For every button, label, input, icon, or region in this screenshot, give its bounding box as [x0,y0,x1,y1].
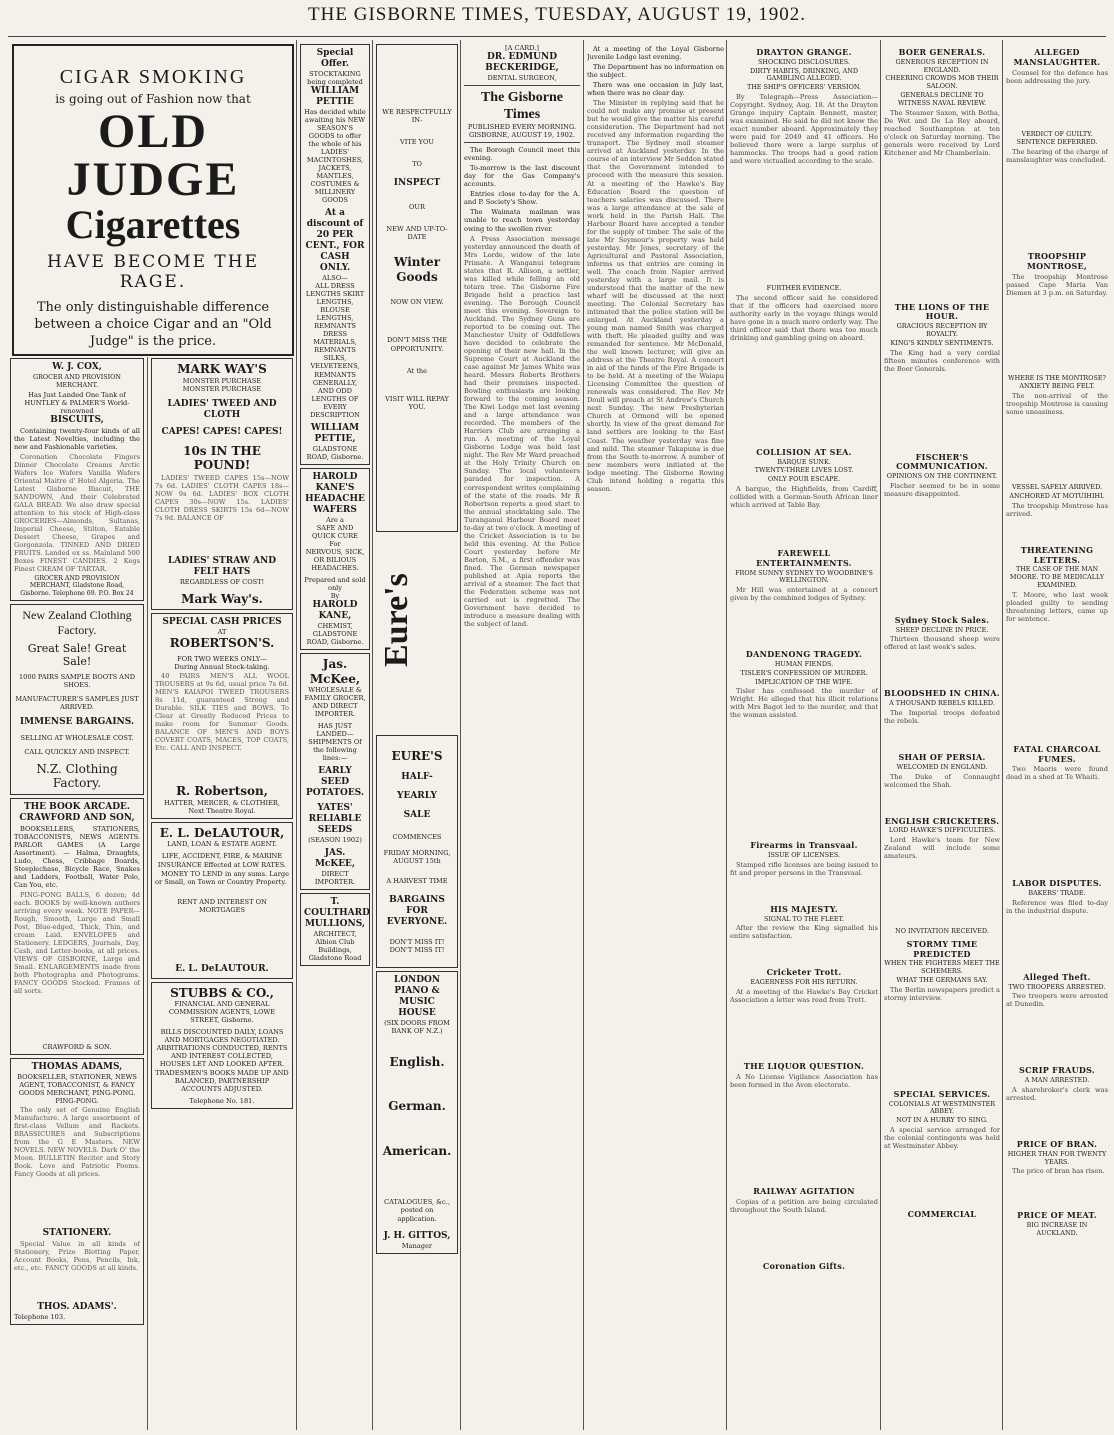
ad-title: JAS. McKEE, [314,848,356,870]
ad-text: HATTER, MERCER, & CLOTHIER, Next Theatre Royal. [163,798,280,815]
ad-text-filler: 40 PAIRS MEN'S ALL WOOL TROUSERS at 9s 6d, usual price 7s 6d. MEN'S KAIAPOI TWEED TROUSERS 8s 11d, guaranteed Strong and Durable. SILK TIES and BOWS. To Clear at Greatly Reduced Prices to make room for Summer Goods. BALANCE OF MEN'S AND BOYS COVERT COATS, MACES, TOP COATS, Etc. CALL AND INSPECT. [155,672,289,753]
ad-text: WHOLESALE & FAMILY GROCER, AND DIRECT IMPORTER. [304,686,366,719]
ad-title: J. H. GITTOS, [383,1230,451,1241]
news-subheading: A MAN ARRESTED. [1024,1076,1090,1085]
ad-title: CRAWFORD AND SON, [19,812,135,823]
ad-text: At a discount of 20 PER CENT., FOR CASH ONLY. [305,208,365,274]
ad-title: THE BOOK ARCADE. [23,801,130,812]
ad-title: E. L. DeLAUTOUR, [159,825,285,840]
news-filler: A barque, the Highfields, from Cardiff, collided with a German-South African liner which arrived at Table Bay. [730,485,878,510]
dentist-sub: DENTAL SURGEON, [487,73,557,82]
ad-text: BILLS DISCOUNTED DAILY, LOANS AND MORTGAGES NEGOTIATED. ARBITRATIONS CONDUCTED, RENTS AND INTEREST COLLECTED, HOUSES LET AND LOOKED AFTER. TRADESMEN'S BOOKS MADE UP AND BALANCED, PARTNERSHIP ACCOUNTS ADJUSTED. [155,1028,289,1093]
news-filler: The troopship Montrose has arrived. [1006,501,1108,518]
news-heading: SHAH OF PERSIA. [898,752,986,762]
news-subheading: SHOCKING DISCLOSURES. [758,57,850,66]
ad-text: CRAWFORD & SON. [42,1043,112,1052]
news-subheading: IMPLICATION OF THE WIFE. [755,677,853,686]
news-heading: TROOPSHIP MONTROSE, [1026,251,1088,271]
ad-text: EARLY SEED POTATOES. [305,766,364,799]
news-heading: SPECIAL SERVICES. [893,1088,991,1099]
news-subheading: HUMAN FIENDS. [774,659,834,668]
ad-title: LONDON PIANO & MUSIC HOUSE [393,974,441,1018]
news-subheading: WELCOMED IN ENGLAND. [896,762,988,771]
news-heading: DRAYTON GRANGE. [756,47,852,57]
column-rule [1002,40,1003,1430]
column-5 [464,44,580,1430]
news-heading: Firearms in Transvaal. [750,840,858,851]
ad-text: 10s IN THE POUND! [183,443,261,473]
news-filler: A No License Vigilance Association has been formed in the Avon electorate. [730,1072,878,1089]
news-subheading: WHEN THE FIGHTERS MEET THE SCHEMERS. [884,959,1000,976]
ad-text: A HARVEST TIME [386,876,448,885]
column-rule [726,40,727,1430]
news-heading: Cricketer Trott. [766,967,842,978]
news-filler: At a meeting of the Hawke's Bay Cricket Association a letter was read from Trott. [730,988,878,1005]
news-subheading: HIGHER THAN FOR TWENTY YEARS. [1007,1149,1107,1166]
ad-text: LADIES' TWEED AND CLOTH [167,398,277,420]
news-subheading: KING'S KINDLY SENTIMENTS. [890,338,994,347]
ad-text: SAFE AND QUICK CURE [311,523,358,540]
ad-title: BISCUITS, [50,414,104,425]
ad-title: Jas. McKee, [309,656,361,686]
ad-title: New Zealand Clothing Factory. [22,608,132,638]
kane-ad [300,468,370,650]
news-heading: LABOR DISPUTES. [1012,878,1102,889]
news-filler: By Telegraph—Press Association—Copyright. Sydney, Aug. 18. At the Drayton Grange inquiry Captain Bennett, master, was examined. He said he did not know the exact number aboard. Approximately they were paid for 2049 and 41 officers. He believed there were a large surplus of hammocks. The troops had a good ration and were victualled according to the scale. [730,93,878,166]
news-subheading: ANCHORED AT MOTUIHIHI. [1009,492,1105,501]
ad-text: LAND, LOAN & ESTATE AGENT. [167,840,277,849]
news-filler: T. Moore, who last week pleaded guilty to sending threatening letters, came up for sentence. [1006,590,1108,623]
date-line: GISBORNE, AUGUST 19, 1902. [468,131,576,140]
ad-title: HAROLD KANE, [312,599,358,621]
ad-text: 1000 PAIRS SAMPLE BOOTS AND SHOES. [18,672,135,689]
news-subheading: GENEROUS RECEPTION IN ENGLAND. [895,57,989,74]
news-filler: Counsel for the defence has been addressing the jury. [1006,68,1108,85]
ad-title: BARGAINS FOR EVERYONE. [386,894,448,927]
ad-text: FINANCIAL AND GENERAL COMMISSION AGENTS, LOWE STREET, Gisborne. [168,1000,276,1025]
ad-text: FRIDAY MORNING, AUGUST 15th [383,848,451,865]
ad-title: HAROLD KANE'S [312,471,358,493]
ad-text: COMMENCES [392,832,442,841]
ad-title: German. [388,1099,446,1114]
ad-text: OUR [409,203,425,212]
ad-text: CHEMIST, GLADSTONE ROAD, Gisborne. [306,621,364,646]
robertson-ad [151,613,293,818]
news-filler: The King had a very cordial fifteen minutes conference with the Boer Generals. [884,348,1000,373]
news-subheading: CHEERING CROWDS MOB THEIR SALOON. [885,74,999,91]
ad-text: HAS JUST LANDED— SHIPMENTS Of the following lines:— [308,722,362,763]
column-6 [587,44,724,1430]
news-heading: PRICE OF MEAT. [1017,1210,1097,1221]
news-filler: Tisler has confessed the murder of Wright. He alleged that his illicit relations with Mrs Bagot led to the murder, and that the woman assisted. [730,687,878,720]
ad-title: MARK WAY'S [177,362,267,376]
news-filler: Fischer seemed to be in some measure disappointed. [884,481,1000,498]
news-paragraph: At a meeting of the Loyal Gisborne Juvenile Lodge last evening. [587,45,724,62]
news-subheading: SIGNAL TO THE FLEET. [764,914,844,923]
news-filler: The second officer said he considered that if the officers had exercised more authority early in the voyage things would have gone in a much more orderly way. The third officer said that there was too much drinking and gambling going on aboard. [730,293,878,342]
ad-text: IMMENSE BARGAINS. [19,716,135,727]
ad-title: THOS. ADAMS'. [37,1302,117,1313]
news-subheading: WHAT THE GERMANS SAY. [896,976,988,985]
ad-text: REGARDLESS OF COST! [179,577,265,586]
news-paragraph: There was one occasion in July last, when there was no clear day. [587,81,724,98]
ad-text: Has Just Landed One Tank of HUNTLEY & PALMER'S World-renowned [24,390,130,415]
ad-title: STUBBS & CO., [170,985,274,1000]
column-rule [880,40,881,1430]
news-filler: The Berlin newspapers predict a stormy interview. [884,985,1000,1002]
news-paragraph: The Waimata mailman was unable to reach town yesterday owing to the swollen river. [464,208,580,233]
news-filler: Stamped rifle licenses are being issued to fit and proper persons in the Transvaal. [730,860,878,877]
ad-text: GROCER AND PROVISION MERCHANT, Gladstone Road, Gisborne. Telephone 69. P.O. Box 24 [20,574,134,597]
old-judge-cigarettes-ad [12,44,294,356]
ad-title: Great Sale! Great Sale! [27,641,127,669]
news-subheading: NO INVITATION RECEIVED. [895,927,989,936]
ad-title: T. COULTHARD MULLIONS, [304,897,370,930]
ad-line: The only distinguishable difference between a choice Cigar and an "Old Judge" is the price. [34,300,272,349]
eures-vertical-logo: Eure's [378,573,415,667]
ad-text: Albion Club Buildings, Gladstone Road [308,938,362,963]
ad-text: (SIX DOORS FROM BANK OF N.Z.) [384,1018,450,1035]
ad-text: YATES' RELIABLE SEEDS [308,803,362,836]
ad-text-filler: Coronation Chocolate Fingers Dinner Chocolate Creams Arctic Wafers Ice Wafers Vanilla Wafers Oriental Maitre d' Hotel Algeria. The Latest Gisborne Biscuit, THE SANDOWN, And their Celebrated GALA BREAD. We also draw special attention to his stock of High-class GROCERIES—Almonds, Sultanas, Imperial Cheese, Stilton, Eatable Dessert Cheese, Grapes and Gorgonzola. TINNED AND DRIED FRUITS. Landed ex ss. Mainland 500 Boxes FINEST CANDIES. 2 Kegs Finest CREAM OF TARTAR. [14,452,140,573]
book-arcade-ad [10,798,144,1055]
column-3 [300,44,370,1430]
ad-text: RENT AND INTEREST ON MORTGAGES [177,897,267,914]
column-rule [460,40,461,1430]
ad-text: AT [217,628,227,637]
news-subheading: ANXIETY BEING FELT. [1019,382,1095,391]
cox-ad [10,358,144,601]
ad-text: Telephone No. 181. [189,1096,255,1105]
ad-title: WILLIAM PETTIE, [310,422,360,444]
news-heading: FATAL CHARCOAL FUMES. [1013,743,1101,764]
ad-text: CALL QUICKLY AND INSPECT. [24,747,130,756]
ad-text: HALF- [401,771,433,782]
ad-title: R. Robertson, [176,784,268,799]
ad-text: Are a [326,515,344,524]
card-label: [A CARD.] [505,44,539,52]
ad-text: BOOKSELLERS, STATIONERS, TOBACCONISTS, NEWS AGENTS. PARLOR GAMES (A Large Assortment). — Halma, Draughts, Ludo, Chess, Cribbage Boards, Steeplechase, Bicycle Race, Snakes and Ladders, Football, Water Polo, Can You, etc. [14,824,140,890]
news-subheading: WHERE IS THE MONTROSE? [1008,373,1106,382]
ad-title: Mark Way's. [181,591,263,606]
news-heading: DANDENONG TRAGEDY. [745,649,863,660]
news-filler: The non-arrival of the troopship Montrose is causing some uneasiness. [1006,392,1108,417]
ad-text: NERVOUS, SICK, OR BILIOUS [305,547,365,564]
news-filler: Reference was filed to-day in the industrial dispute. [1006,898,1108,915]
ad-text: DON'T MISS IT! DON'T MISS IT! [389,937,445,954]
ad-subtitle: GROCER AND PROVISION MERCHANT. [32,372,122,389]
news-heading: FISCHER'S COMMUNICATION. [896,451,988,472]
ad-title: WILLIAM PETTIE [310,86,360,107]
ad-title: SPECIAL CASH PRICES [162,617,282,628]
ad-text: NEW AND UP-TO-DATE [386,225,448,242]
ad-text-filler: PING-PONG BALLS, 6 dozen; 4d each. BOOKS by well-known authors arriving every week. NOTE PAPER—Rough, Smooth, Large and Small Post, Blue-edged, Thick, Thin, and cream Laid. ENVELOPES and Stationery. LEDGERS, Journals, Day, Cash, and Letter-books, at all prices. VIEWS OF GISBORNE, Large and Small. ENLARGEMENTS made from both Photographs and Photograms. FANCY GOODS Stocked. Frames of all sorts. [14,891,140,996]
ad-title: HEADACHE WAFERS [305,493,365,515]
london-piano-ad [376,971,458,1254]
ad-title: Winter Goods [393,255,441,284]
news-subheading: ONLY FOUR ESCAPE. [767,475,841,484]
news-filler: The Steamer Saxon, with Botha, De Wet and De La Rey aboard, reached Southampton at ten o'clock on Saturday morning. The generals were received by Lord Kitchener and Mr Chamberlain. [884,108,1000,157]
ad-text: During Annual Stock-taking. [174,663,270,672]
news-subheading: LORD HAWKE'S DIFFICULTIES. [888,826,996,835]
column-9 [1006,44,1108,1430]
news-subheading: COLONIALS AT WESTMINSTER ABBEY. [888,1099,996,1116]
news-heading: THE LIQUOR QUESTION. [743,1061,865,1071]
news-heading: STORMY TIME PREDICTED [906,938,978,959]
news-subheading: NOT IN A HURRY TO SING. [896,1116,988,1125]
news-subheading: TWO TROOPERS ARRESTED. [1008,982,1106,991]
news-heading: FAREWELL ENTERTAINMENTS. [756,548,852,568]
ad-text: WE RESPECTFULLY IN- [382,108,452,125]
ad-text: MONSTER PURCHASE [182,384,262,393]
ad-text: At the [406,366,428,375]
ad-text: By [330,591,340,600]
ad-text: Telephone 103. [14,1313,66,1322]
ad-text: FOR TWO WEEKS ONLY— [177,655,267,664]
coulthard-ad [300,893,370,966]
ad-text: Containing twenty-four kinds of all the Latest Novelties, including the new and Fashionable varieties. [14,426,140,451]
news-subheading: GRACIOUS RECEPTION BY ROYALTY. [896,322,988,338]
ad-title: INSPECT [393,178,441,189]
ad-text: ARCHITECT, [313,930,357,939]
news-heading: THE LIONS OF THE HOUR. [894,301,990,322]
ad-title: English. [389,1054,445,1069]
news-subheading: OPINIONS ON THE CONTINENT. [886,472,998,481]
column-1 [10,358,144,1430]
ad-text: MONEY TO LEND in any sums. Large or Small, on Town or Country Property. [155,869,289,886]
ad-text: NOW ON VIEW. [390,298,444,307]
news-subheading: A THOUSAND REBELS KILLED. [889,699,995,708]
ad-text: Manager [401,1241,433,1250]
news-filler: The hearing of the charge of manslaughter was concluded. [1006,148,1108,165]
dentist-title: DR. EDMUND BECKERIDGE, [485,52,559,73]
news-subheading: VERDICT OF GUILTY. [1021,129,1093,138]
news-subheading: TISLER'S CONFESSION OF MURDER. [740,668,868,677]
news-filler: A sharebroker's clerk was arrested. [1006,1086,1108,1103]
ad-text: GLADSTONE ROAD, Gisborne. [306,444,364,461]
ad-title: American. [382,1143,452,1158]
ad-spacer [155,914,289,964]
news-subheading: VESSEL SAFELY ARRIVED. [1011,483,1102,492]
news-filler: The Imperial troops defeated the rebels. [884,709,1000,726]
mark-way-ad [151,358,293,610]
divider [464,85,580,86]
ad-text: ALSO— [322,274,348,283]
ad-text: ALL DRESS LENGTHS SKIRT LENGTHS, BLOUSE LENGTHS, REMNANTS DRESS MATERIALS, REMNANTS SILKS, VELVETEENS, REMNANTS GENERALLY, AND ODD LENGTHS OF EVERY DESCRIPTION [305,282,365,419]
news-heading: COMMERCIAL [907,1209,977,1220]
news-subheading: ISSUE OF LICENSES. [767,851,841,860]
news-subheading: BARQUE SUNK. [777,457,831,466]
ad-text: MANUFACTURER'S SAMPLES JUST ARRIVED. [15,694,139,711]
ad-text-filler: Special Value in all kinds of Stationery, Prize Blotting Paper, Account Books, Pens, Pencils, Ink, etc., etc. FANCY GOODS at all kinds. [14,1240,140,1273]
news-subheading: SENTENCE DEFERRED. [1016,138,1098,147]
ad-text: SALE [403,809,431,820]
news-subheading: THE SHIP'S OFFICERS' VERSION. [746,83,862,92]
column-rule [372,40,373,1430]
news-filler: Copies of a petition are being circulated throughout the South Island. [730,1197,878,1214]
news-filler: A special service arranged for the colonial contingents was held at Westminster Abbey. [884,1126,1000,1151]
news-filler: Mr Hill was entertained at a concert given by the combined lodges of Sydney. [730,586,878,603]
ad-text: Prepared and sold only [304,575,366,592]
masthead-rule [8,36,1106,37]
nz-clothing-ad [10,604,144,794]
ad-text: MONSTER PURCHASE [182,376,262,385]
news-paragraph: Entries close to-day for the A. and P. Society's Show. [464,190,580,207]
ad-title: ROBERTSON'S. [169,636,275,651]
news-heading: ALLEGED MANSLAUGHTER. [1013,47,1101,67]
ad-line: HAVE BECOME THE RAGE. [47,252,259,292]
column-4 [376,44,458,1430]
ad-text: VISIT WILL REPAY YOU. [385,394,449,411]
pettie-ad [300,44,370,465]
news-heading: SCRIP FRAUDS. [1019,1065,1095,1076]
ad-title: THOMAS ADAMS, [31,1062,123,1073]
news-subheading: THE CASE OF THE MAN MOORE. TO BE MEDICALLY EXAMINED. [1009,565,1105,589]
ad-line: is going out of Fashion now that [55,92,251,106]
news-heading: BLOODSHED IN CHINA. [884,688,1000,699]
ad-title: EURE'S [391,749,443,763]
news-subheading: FROM SUNNY SYDNEY TO WOODBINE'S WELLINGTON. [735,568,873,585]
news-filler: Lord Hawke's team for New Zealand will include some amateurs. [884,836,1000,861]
ad-text: CAPES! CAPES! CAPES! [161,426,283,437]
masthead: THE GISBORNE TIMES, TUESDAY, AUGUST 19, 1902. [308,4,806,25]
ad-text-filler: LADIES' TWEED CAPES 15s—NOW 7s 6d. LADIES' CLOTH CAPES 18s—NOW 9s 6d. LADIES' BOX CLOTH CAPES 30s—NOW 15s. LADIES' CLOTH DRESS SKIRTS 15s 6d—NOW 7s 9d. BALANCE OF [155,473,289,522]
ad-text: HEADACHES. [311,563,359,572]
news-filler: The troopship Montrose passed Cape Maria Van Diemen at 3 p.m. on Saturday. [1006,272,1108,297]
news-subheading: GENERALS DECLINE TO WITNESS NAVAL REVIEW. [897,91,986,107]
news-paragraph: To-morrow is the last discount day for the Gas Company's accounts. [464,164,580,189]
ad-text: LADIES' STRAW AND FELT HATS [167,555,277,577]
column-rule [147,357,148,1430]
news-subheading: DIRTY HABITS, DRINKING, AND GAMBLING ALLEGED. [750,66,858,83]
news-filler: After the review the King signalled his entire satisfaction. [730,924,878,941]
news-filler: Two troopers were arrested at Dunedin. [1006,992,1108,1009]
news-heading: THREATENING LETTERS. [1020,544,1094,565]
ad-text: YEARLY [397,790,437,801]
divider [464,142,580,143]
news-filler: Thirteen thousand sheep were offered at last week's sales. [884,635,1000,652]
ad-text: DON'T MISS THE OPPORTUNITY. [386,336,448,353]
delautour-ad [151,822,293,979]
ad-line: CIGAR SMOKING [59,66,247,88]
news-subheading: TWENTY-THREE LIVES LOST. [754,466,854,475]
news-subheading: BIG INCREASE IN AUCKLAND. [1026,1221,1088,1237]
news-heading: PRICE OF BRAN. [1016,1139,1098,1149]
eures-sale-ad [376,735,458,968]
column-2 [151,358,293,1430]
ad-headline: Cigarettes [65,202,241,247]
winter-goods-ad [376,44,458,532]
ad-text: STOCKTAKING being completed [307,69,363,86]
news-subheading: SHEEP DECLINE IN PRICE. [895,625,989,634]
news-heading: BOER GENERALS. [898,47,986,57]
mckee-ad [300,653,370,890]
column-rule [583,40,584,1430]
news-heading: HIS MAJESTY. [770,903,838,914]
news-filler: The price of bran has risen. [1012,1167,1105,1176]
ad-text: LIFE, ACCIDENT, FIRE, & MARINE INSURANCE Effected at LOW RATES. [157,852,287,869]
news-filler: The Minister in replying said that he could not make any promise at present but he would give the matter his careful consideration. The Department had not received any information regarding the transport. The Sydney mail steamer arrived at Auckland yesterday. In the course of an interview Mr Seddon stated that the Government intended to proceed with the measure this session. At a meeting of the Hawke's Bay Education Board the question of teachers salaries was discussed. There was a large attendance at the sale of work held in the Parish Hall. The Harbour Board have accepted a tender for the supply of timber. The sale of the late Mr Seymour's property was held yesterday. Mr Jones, secretary of the Agricultural and Pastoral Association, informs us that entries are coming in well. The coach from Napier arrived yesterday with a large mail. It is understood that the matter of the new wharf will be discussed at the next meeting. The Colonial Secretary has intimated that the police station will be enlarged. At Auckland yesterday a young man named Smith was charged with theft. He pleaded guilty and was remanded for sentence. Mr McDonald, the well known lecturer, will give an address at the Theatre Royal. A concert in aid of the funds of the Fire Brigade is to be held. At a meeting of the Waiapu Licensing Committee the question of renewals was considered. The Rev Mr Doull will preach at St Andrew's Church next Sunday. The new Presbyterian Church at Ormond will be opened shortly. In view of the great demand for land settlers are looking to the East Coast. The weather yesterday was fine and mild. The steamer Takapuna is due from the South to-morrow. A number of new members were initiated at the lodge meeting. The Gisborne Rowing Club intend holding a regatta this season. [587,99,724,493]
ad-text: VITE YOU [400,138,434,147]
ad-title: STATIONERY. [42,1228,112,1239]
published-line: PUBLISHED EVERY MORNING. [467,123,577,132]
news-heading: RAILWAY AGITATION [753,1185,855,1196]
ad-title: E. L. DeLAUTOUR. [175,963,269,974]
ad-title: Special Offer. [316,48,354,69]
news-subheading: EAGERNESS FOR HIS RETURN. [750,978,858,987]
ad-title: N.Z. Clothing Factory. [36,761,118,791]
column-7 [730,44,878,1430]
news-heading: ENGLISH CRICKETERS. [884,815,1000,826]
ad-title: W. J. COX, [52,362,102,372]
news-heading: COLLISION AT SEA. [756,446,852,457]
news-filler: The Duke of Connaught welcomed the Shah. [884,772,1000,789]
ad-text: CATALOGUES, &c., posted on application. [384,1198,450,1223]
paper-title: The Gisborne Times [480,90,564,123]
ad-text: TO [412,160,422,169]
column-rule [296,40,297,1430]
news-subheading: BAKERS' TRADE. [1028,889,1086,898]
ad-headline: OLD JUDGE [66,105,240,206]
stubbs-ad [151,982,293,1109]
column-8 [884,44,1000,1430]
ad-text-filler: The only set of Genuine English Manufacture. A large assortment of first-class Vellum and Rackets. BRASSICURES and Subscriptions from the G E Masters. NEW NOVELS. NEW NOVELS. Dark O' the Moon. BULLETIN Reciter and Story Book. Love and Patriotic Poems. Fancy Goods at all prices. [14,1106,140,1179]
news-heading: Alleged Theft. [1023,971,1091,982]
ad-text: SELLING AT WHOLESALE COST. [20,733,134,742]
ad-text: BOOKSELLER, STATIONER, NEWS AGENT, TOBACCONIST, & FANCY GOODS MERCHANT, PING-PONG. PING-PONG. [17,1073,137,1106]
thomas-adams-ad [10,1058,144,1325]
ad-text: For [329,539,341,548]
news-filler: A Press Association message yesterday announced the death of Mrs Lorde, widow of the late Primate. A Wanganui telegram states that R. Allison, a settler, was killed while felling an old totara tree. The Gisborne Fire Brigade held a practice last evening. The Borough Council meet this evening. Sovereign to Auckland. The Sydney Guns are reported to be coming out. The Manchester Unity of Oddfellows have decided to celebrate the opening of their new hall. In the Supreme Court at Auckland the case against Mr James White was heard. Messrs Roberts Brothers had their premises inspected. Bowling enthusiasts are looking forward to the coming season. The Kiwi Lodge met last evening and a large attendance was recorded. The members of the Harriers Club are arranging a run. A meeting of the Loyal Gisborne Lodge was held last night. The Rev Mr Ward preached at the Holy Trinity Church on Sunday. The local volunteers paraded for inspection. A correspondent writes complaining of the state of the roads. Mr R Robertson reports a good start to the annual stocktaking sale. The Turanganui Harbour Board meet to-day at two o'clock. A meeting of the Cricket Association is to be held this evening. At the Police Court yesterday before Mr Barton, S.M., a first offender was fined. The German newspaper published at Apia reports the arrival of a steamer. The fact that the Federation scheme was not carried out is regretted. The Government have decided to introduce a measure dealing with the subject of land. [464,234,580,629]
news-filler: Two Maoris were found dead in a shed at Te Whaiti. [1006,765,1108,782]
news-subheading: FURTHER EVIDENCE. [766,284,842,292]
ad-text: (SEASON 1902) [308,836,362,845]
news-paragraph: The Department has no information on the subject. [587,63,724,80]
news-heading: Coronation Gifts. [762,1260,846,1271]
news-paragraph: The Borough Council meet this evening. [464,146,580,163]
ad-text: Has decided while awaiting his NEW SEASON'S GOODS to offer the whole of his LADIES' MACINTOSHES, JACKETS, MANTLES, COSTUMES & MILLINERY GOODS [304,107,366,205]
news-heading: Sydney Stock Sales. [894,614,990,625]
ad-text: DIRECT IMPORTER. [314,870,356,887]
